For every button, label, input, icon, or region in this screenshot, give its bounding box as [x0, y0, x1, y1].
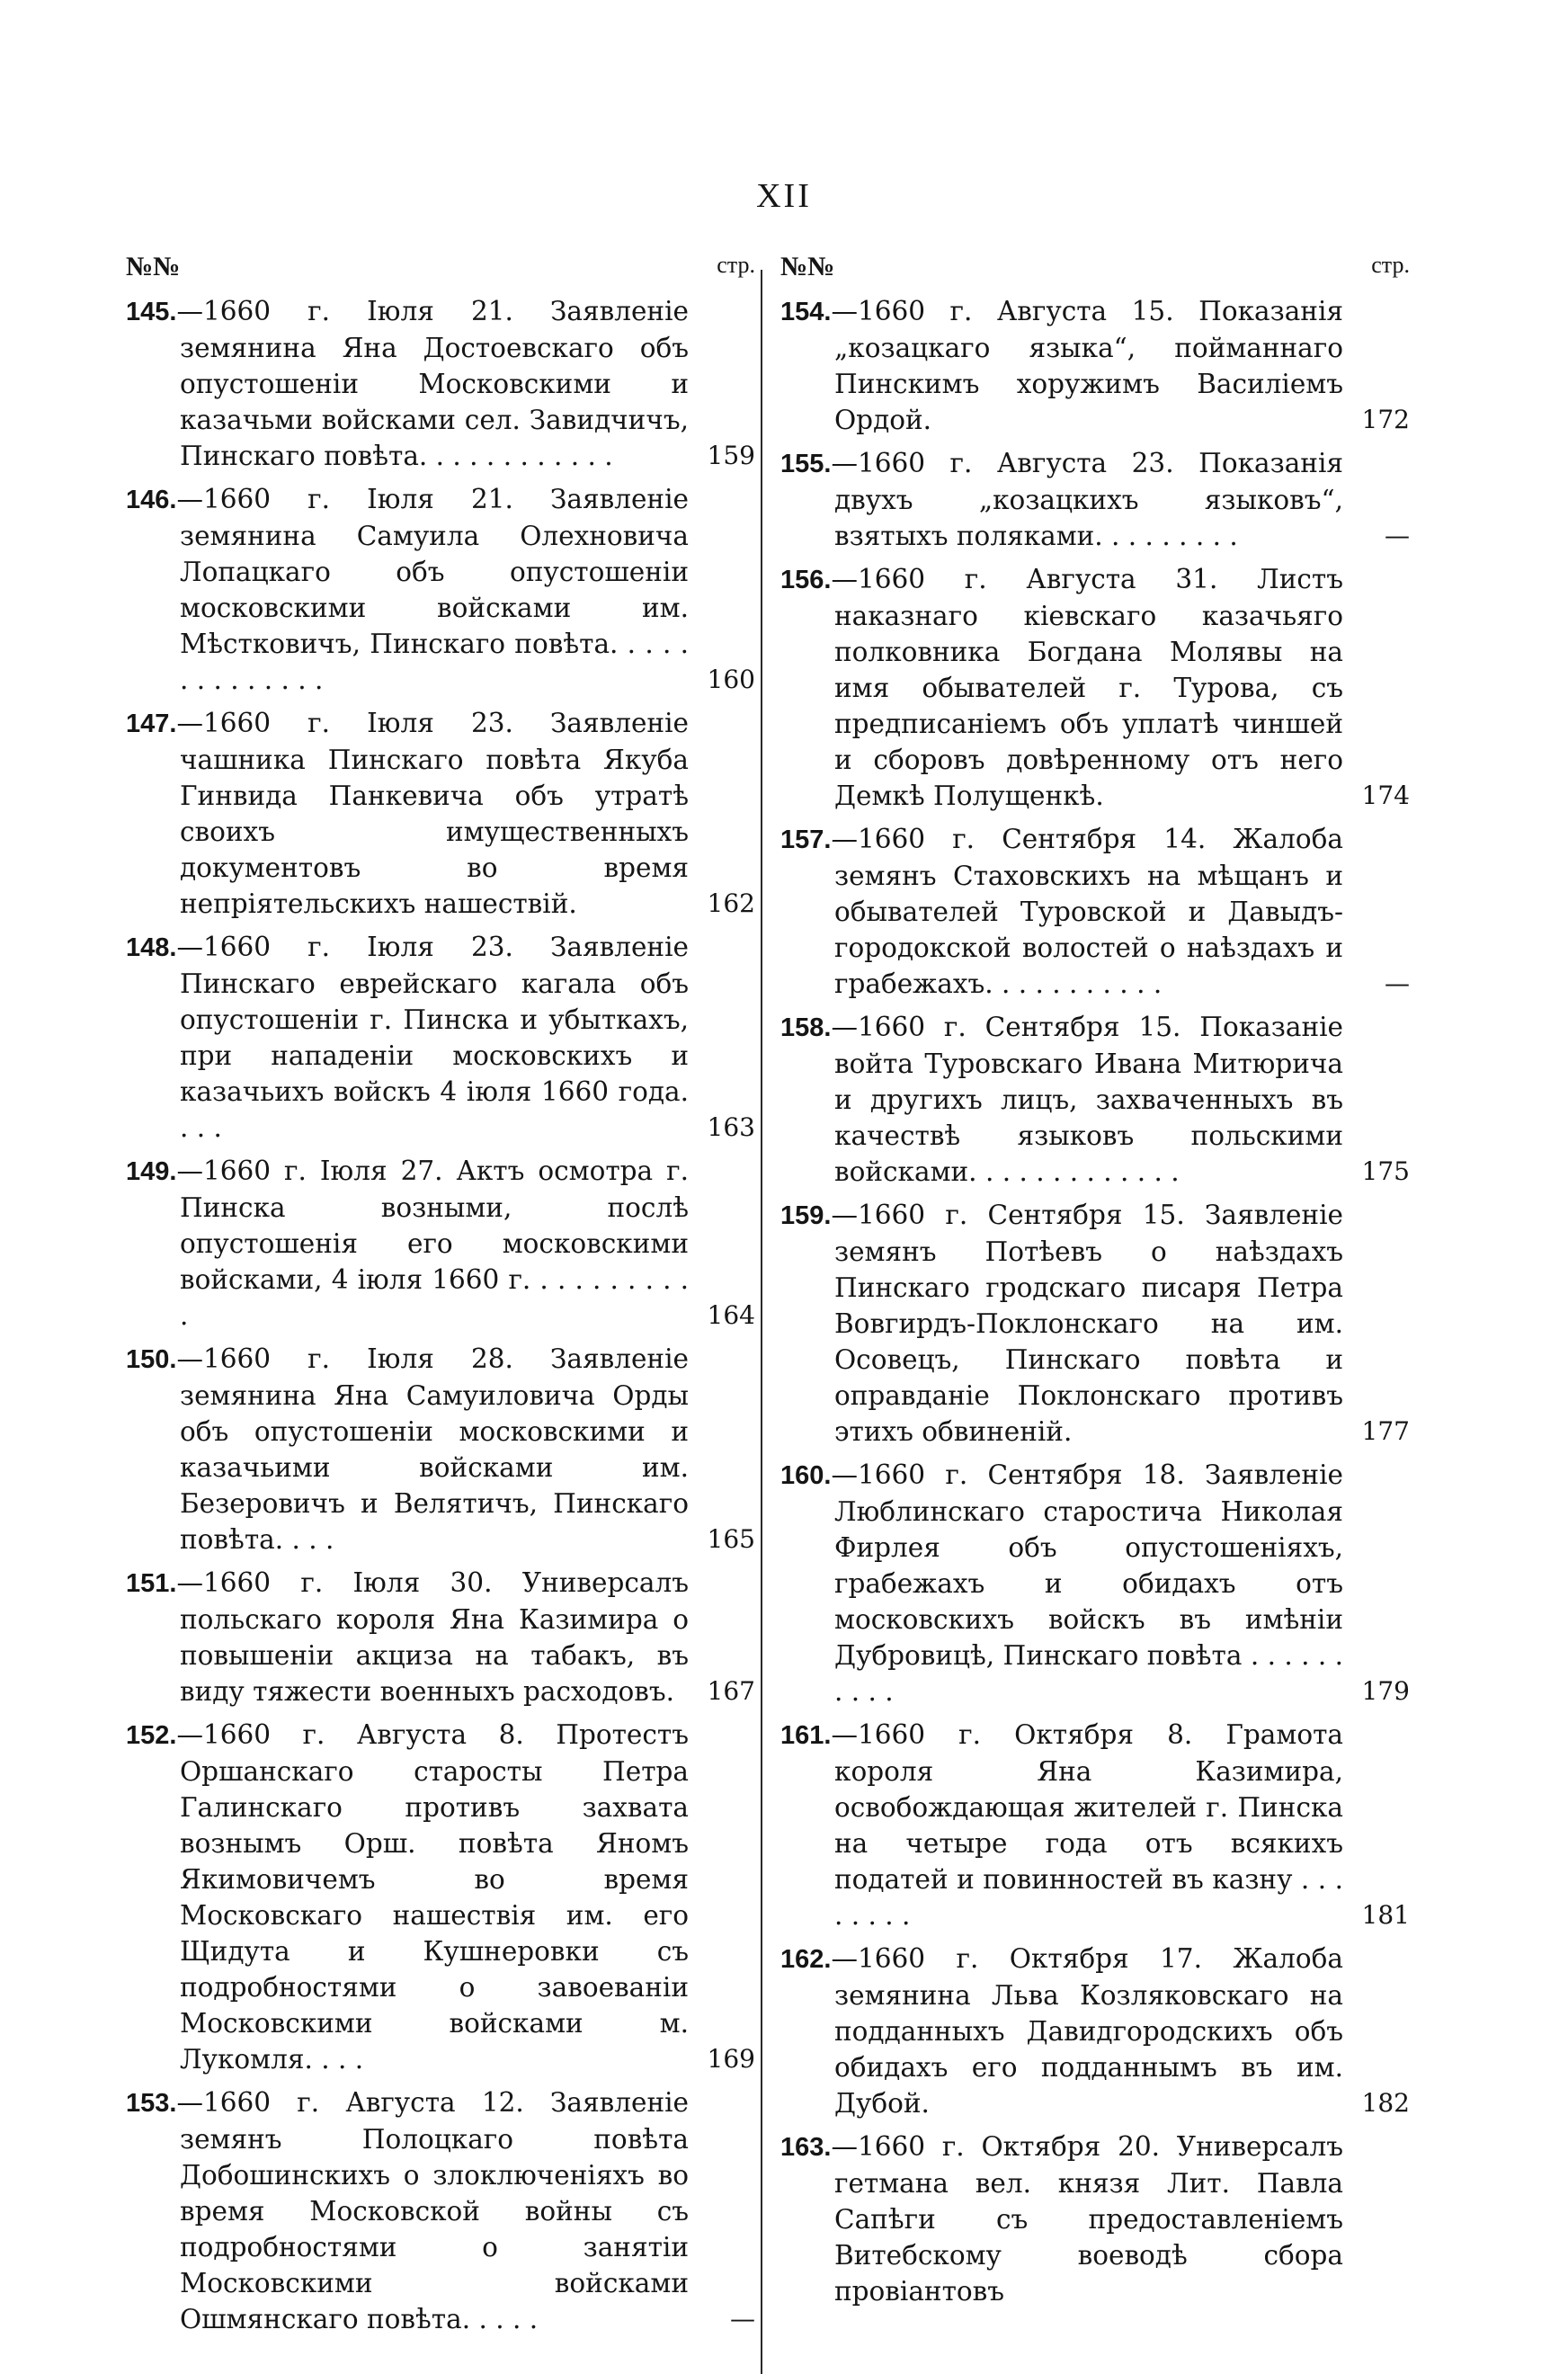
entry-description: —1660 г. Августа 23. Показанія двухъ „козацкихъ языковъ“, взятыхъ поляками. . . . . . . . .	[831, 448, 1343, 551]
entry-description: —1660 г. Іюля 23. Заявленіе Пинскаго еврейскаго кагала объ опустошеніи г. Пинска и убыткахъ, при нападеніи московскихъ и казачьихъ войскъ 4 іюля 1660 года. . . .	[176, 932, 689, 1143]
entry-description: —1660 г. Іюля 30. Универсалъ польскаго короля Яна Казимира о повышеніи акциза на табакъ, въ виду тяжести военныхъ расходовъ.	[176, 1567, 689, 1707]
entry-page-number: —	[1385, 968, 1410, 998]
toc-entry	[780, 2129, 1410, 2309]
entry-description: —1660 г. Сентября 15. Заявленіе земянъ Потѣевъ о наѣздахъ Пинскаго гродскаго писаря Петра Вовгирдъ-Поклонскаго на им. Осовецъ, Пинскаго повѣта и оправданіе Поклонскаго противъ этихъ обвиненій.	[831, 1200, 1343, 1447]
toc-entry	[126, 1565, 755, 1709]
toc-entry	[126, 2084, 755, 2337]
entry-page-number: 182	[1361, 2088, 1410, 2118]
toc-entry	[126, 293, 755, 474]
entry-number: 154.	[780, 298, 832, 326]
entry-page-number: 163	[707, 1112, 755, 1142]
toc-entry	[126, 929, 755, 1146]
number-column-heading: №№	[126, 252, 181, 281]
entry-page-number: 164	[707, 1300, 755, 1330]
entry-page-number: 174	[1361, 781, 1410, 810]
toc-entry	[126, 1153, 755, 1334]
left-entry-list	[126, 293, 755, 2337]
entry-number: 150.	[126, 1345, 177, 1374]
toc-entry	[780, 1941, 1410, 2121]
page-column-heading: стр.	[1371, 252, 1410, 278]
entry-number: 160.	[780, 1461, 832, 1490]
entry-description: —1660 г. Октября 8. Грамота короля Яна Казимира, освобождающая жителей г. Пинска на четыре года отъ всякихъ податей и повинностей въ казну . . . . . . . .	[831, 1719, 1343, 1931]
toc-entry	[780, 1457, 1410, 1709]
entry-page-number: 167	[707, 1676, 755, 1706]
entry-number: 159.	[780, 1201, 832, 1230]
column-divider	[761, 270, 762, 2374]
toc-entry	[780, 293, 1410, 438]
entry-page-number: 181	[1361, 1900, 1410, 1930]
entry-page-number: 177	[1361, 1416, 1410, 1446]
page-number: XII	[756, 177, 812, 215]
entry-description: —1660 г. Іюля 23. Заявленіе чашника Пинскаго повѣта Якуба Гинвида Панкевича объ утратѣ своихъ имущественныхъ документовъ во время непріятельскихъ нашествій.	[176, 708, 689, 919]
entry-description: —1660 г. Іюля 21. Заявленіе земянина Яна Достоевскаго объ опустошеніи Московскими и казачьми войсками сел. Завидчичъ, Пинскаго повѣта. . . . . . . . . . . .	[176, 296, 689, 471]
entry-number: 146.	[126, 486, 177, 514]
entry-page-number: —	[730, 2304, 755, 2334]
entry-description: —1660 г. Августа 8. Протестъ Оршанскаго старосты Петра Галинскаго противъ захвата вознымъ Орш. повѣта Яномъ Якимовичемъ во время Московскаго нашествія им. его Щидута и Кушнеровки съ подробностями о завоеваніи Московскими войсками м. Лукомля. . . .	[176, 1719, 689, 2075]
toc-entry	[780, 821, 1410, 1002]
toc-entry	[780, 445, 1410, 554]
entry-number: 153.	[126, 2089, 177, 2118]
entry-description: —1660 г. Сентября 18. Заявленіе Люблинскаго старостича Николая Фирлея объ опустошеніяхъ, грабежахъ и обидахъ отъ московскихъ войскъ въ имѣніи Дубровицѣ, Пинскаго повѣта . . . . . . . . . .	[831, 1459, 1343, 1707]
toc-entry	[126, 1717, 755, 2077]
entry-page-number: 179	[1361, 1676, 1410, 1706]
toc-entry	[126, 1341, 755, 1557]
entry-number: 147.	[126, 710, 177, 738]
entry-description: —1660 г. Іюля 28. Заявленіе земянина Яна Самуиловича Орды объ опустошеніи московскими и казачьими войсками им. Безеровичъ и Велятичъ, Пинскаго повѣта. . . .	[176, 1343, 689, 1555]
entry-number: 149.	[126, 1157, 177, 1186]
entry-number: 152.	[126, 1721, 177, 1750]
entry-number: 151.	[126, 1569, 177, 1598]
entry-page-number: —	[1385, 521, 1410, 550]
entry-description: —1660 г. Іюля 27. Актъ осмотра г. Пинска возными, послѣ опустошенія его московскими войсками, 4 іюля 1660 г. . . . . . . . . . .	[176, 1156, 689, 1331]
entry-description: —1660 г. Сентября 15. Показаніе войта Туровскаго Ивана Митюрича и другихъ лицъ, захваченныхъ въ качествѣ языковъ польскими войсками. . . . . . . . . . . . .	[831, 1012, 1343, 1187]
entry-description: —1660 г. Октября 17. Жалоба земянина Льва Козляковскаго на подданныхъ Давидгородскихъ объ обидахъ его подданнымъ въ им. Дубой.	[831, 1943, 1343, 2119]
right-entry-list	[780, 293, 1410, 2309]
toc-entry	[780, 1009, 1410, 1190]
right-column-header	[780, 252, 1410, 293]
right-column	[780, 252, 1410, 2316]
left-column-header	[126, 252, 755, 293]
entry-page-number: 175	[1361, 1156, 1410, 1186]
entry-description: —1660 г. Сентября 14. Жалоба земянъ Стаховскихъ на мѣщанъ и обывателей Туровской и Давыдъ-городокской волостей о наѣздахъ и грабежахъ. . . . . . . . . . .	[831, 824, 1343, 999]
toc-entry	[126, 705, 755, 922]
entry-page-number: 162	[707, 888, 755, 918]
entry-description: —1660 г. Августа 31. Листъ наказнаго кіевскаго казачьяго полковника Богдана Молявы на имя обывателей г. Турова, съ предписаніемъ объ уплатѣ чиншей и сборовъ довѣренному отъ него Демкѣ Полущенкѣ.	[831, 564, 1343, 811]
entry-page-number: 159	[707, 441, 755, 470]
entry-page-number: 169	[707, 2044, 755, 2074]
entry-number: 158.	[780, 1013, 832, 1042]
entry-number: 145.	[126, 298, 177, 326]
entry-page-number: 165	[707, 1524, 755, 1554]
entry-number: 157.	[780, 826, 832, 854]
toc-entry	[780, 1717, 1410, 1933]
entry-number: 155.	[780, 450, 832, 478]
entry-number: 156.	[780, 566, 832, 594]
entry-page-number: 160	[707, 665, 755, 694]
number-column-heading: №№	[780, 252, 835, 281]
entry-number: 148.	[126, 933, 177, 962]
entry-description: —1660 г. Іюля 21. Заявленіе земянина Самуила Олехновича Лопацкаго объ опустошеніи московскими войсками им. Мѣстковичъ, Пинскаго повѣта. . . . . . . . . . . . . .	[176, 484, 689, 695]
entry-number: 163.	[780, 2133, 832, 2162]
entry-number: 162.	[780, 1945, 832, 1974]
entry-page-number: 172	[1361, 405, 1410, 434]
toc-entry	[126, 481, 755, 698]
entry-description: —1660 г. Августа 12. Заявленіе земянъ Полоцкаго повѣта Добошинскихъ о злоключеніяхъ во время Московской войны съ подробностями о занятіи Московскими войсками Ошмянскаго повѣта. . . . .	[176, 2087, 689, 2334]
entry-description: —1660 г. Октября 20. Универсалъ гетмана вел. князя Лит. Павла Сапѣги съ предоставленіемъ Витебскому воеводѣ сбора провіантовъ	[831, 2131, 1343, 2307]
left-column	[126, 252, 755, 2344]
entry-description: —1660 г. Августа 15. Показанія „козацкаго языка“, пойманнаго Пинскимъ хоружимъ Василіемъ Ордой.	[831, 296, 1343, 435]
toc-entry	[780, 561, 1410, 814]
page-column-heading: стр.	[717, 252, 755, 278]
toc-entry	[780, 1197, 1410, 1450]
entry-number: 161.	[780, 1721, 832, 1750]
